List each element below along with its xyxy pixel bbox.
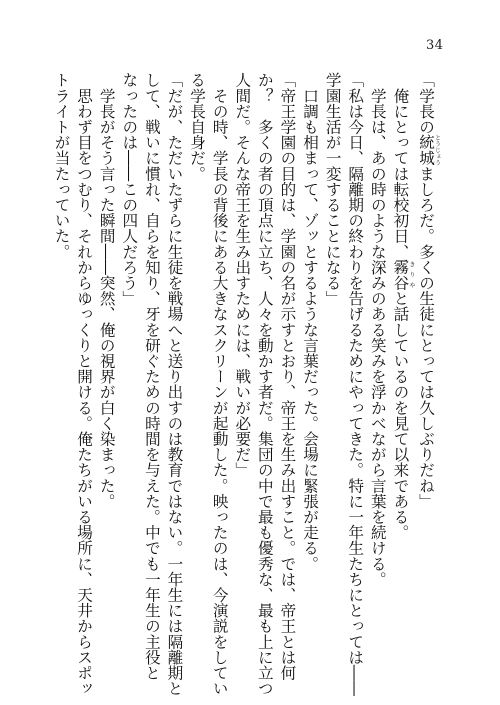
text-line-6: 口調も相まって、ゾッとするような言葉だった。会場に緊張が走る。 xyxy=(301,72,320,572)
text-line-16: 思わず目をつむり、それからゆっくりと開ける。俺たちがいる場所に、天井からスポッ xyxy=(75,72,94,696)
text-line-7: 「帝王学園の目的は、学園の名が示すとおり、帝王を生み出すこと。では、帝王とは何 xyxy=(278,72,297,681)
text-line-1: 「学長の統城とうじょうましろだ。多くの生徒にとっては久しぶりだね」 xyxy=(417,72,441,509)
text-line-12: 「だが、ただいたずらに生徒を戦場へと送り出すのは教育ではない。一年生には隔離期と xyxy=(165,72,184,696)
text-line-9: 人間だ。そんな帝王を生み出すためには、戦いが必要だ」 xyxy=(233,72,252,478)
ruby-toujou: 統城とうじょう xyxy=(417,134,441,166)
text-line-2: 俺にとっては転校初日、霧谷きりやと話しているのを見て以来である。 xyxy=(391,72,415,541)
text-line-17: トライトが当たっていた。 xyxy=(52,72,71,260)
ruby-kiriya-reading: きりや xyxy=(407,259,415,291)
text-line-11: る学長自身だ。 xyxy=(188,72,207,182)
text-line-15: 学長がそう言った瞬間――突然、俺の視界が白く染まった。 xyxy=(97,72,116,509)
text-line-10: その時、学長の背後にある大きなスクリーンが起動した。映ったのは、今演説をしてい xyxy=(210,72,229,696)
text-line-4: 「私は今日、隔離期の終わりを告げるためにやってきた。特に一年生たちにとっては―― xyxy=(346,72,365,696)
text-line-5: 学園生活が一変することになる」 xyxy=(323,72,342,306)
vertical-text-body xyxy=(50,72,441,696)
ruby-toujou-reading: とうじょう xyxy=(433,134,441,166)
text-line-3: 学長は、あの時のような深みのある笑みを浮かべながら言葉を続ける。 xyxy=(368,72,387,587)
text-line-14: なったのは――この四人だろう」 xyxy=(120,72,139,306)
page-number: 34 xyxy=(426,38,444,53)
text-line-13: して、戦いに慣れ、自らを知り、牙を研ぐための時間を与えた。中でも一年生の主役と xyxy=(142,72,161,681)
ruby-kiriya: 霧谷きりや xyxy=(391,259,415,291)
text-line-8: か？ 多くの者の頂点に立ち、人々を動かす者だ。集団の中で最も優秀な、最も上に立つ xyxy=(255,72,274,696)
